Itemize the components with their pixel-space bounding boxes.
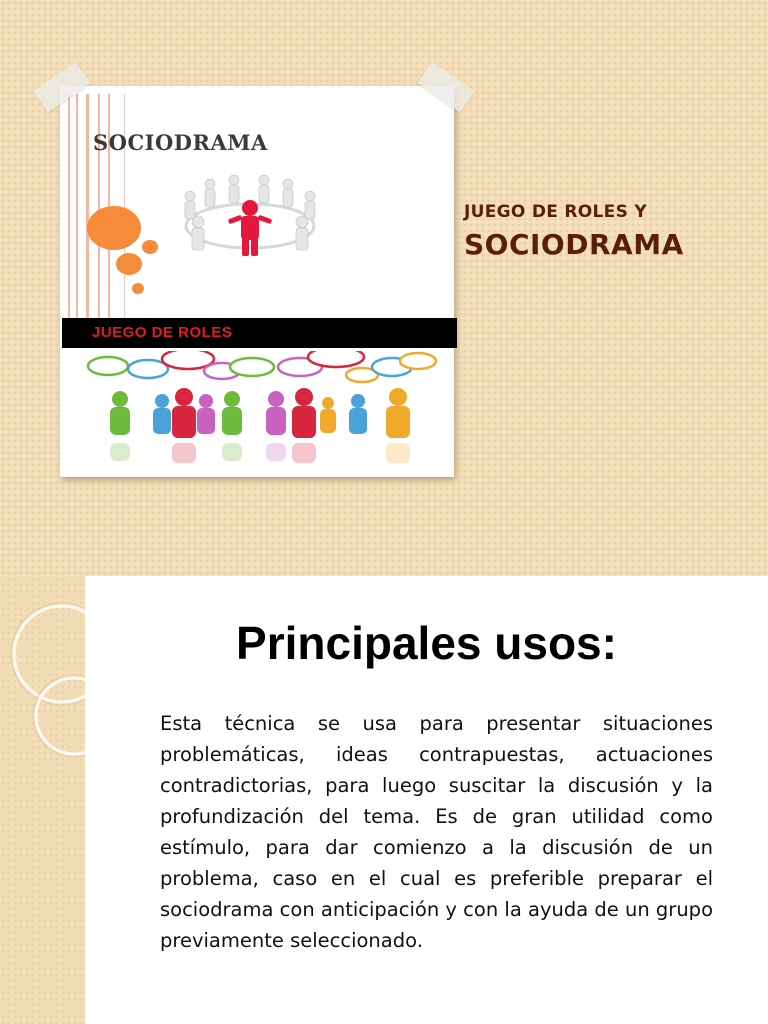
- orange-circle: [87, 206, 141, 250]
- orange-circle: [142, 240, 158, 254]
- speech-bubble-people-illustration: [80, 351, 440, 471]
- slide-2: [0, 576, 768, 1024]
- image-banner-text: JUEGO DE ROLES: [92, 324, 233, 341]
- slide-1-title-line1: JUEGO DE ROLES Y: [464, 202, 647, 222]
- orange-circle: [132, 283, 144, 294]
- slide-1-title-line2: SOCIODRAMA: [464, 228, 684, 261]
- image-banner: [62, 318, 457, 348]
- decorative-side-strip: [0, 576, 85, 1024]
- slide-2-body: Esta técnica se usa para presentar situaciones problemáticas, ideas contrapuestas, actuaciones contradictorias, para luego suscitar la discusión y la profundización del tema. Es de gran utilidad como estímulo, para dar comienzo a la discusión de un problema, caso en el cual es preferible preparar el sociodrama con anticipación y con la ayuda de un grupo previamente seleccionado.: [160, 712, 713, 952]
- people-circle-illustration: [168, 174, 332, 264]
- slide-2-title: Principales usos:: [236, 617, 617, 669]
- decorative-rings-icon: [0, 576, 85, 1024]
- photo-frame: [60, 86, 454, 477]
- orange-circle: [116, 253, 142, 275]
- image-heading: SOCIODRAMA: [93, 130, 268, 155]
